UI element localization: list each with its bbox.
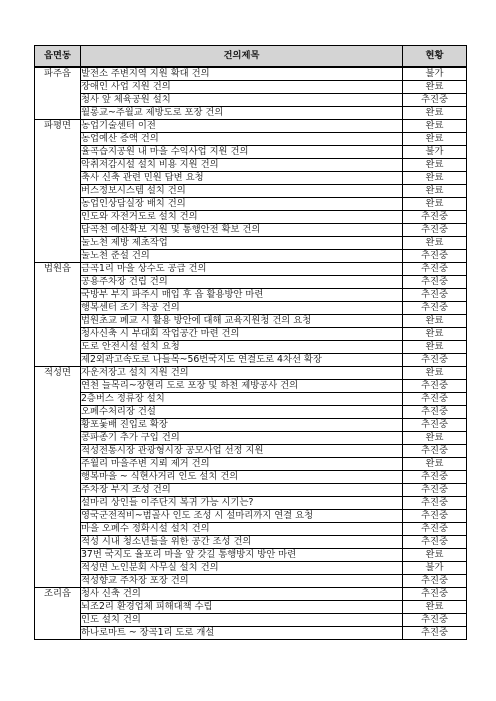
proposal-title: 37번 국지도 율포리 마을 앞 갓길 통행방지 방안 마련 [81, 549, 403, 562]
header-title: 건의제목 [81, 46, 403, 68]
table-row [35, 562, 467, 575]
table-row [35, 211, 467, 224]
proposal-status: 불가 [403, 67, 467, 81]
proposal-title: 공용주차장 건립 건의 [81, 276, 403, 289]
header-area: 읍면동 [35, 46, 81, 68]
proposal-status: 추진중 [403, 510, 467, 523]
table-row [35, 224, 467, 237]
proposal-title: 청사 신축 건의 [81, 588, 403, 601]
proposal-status: 완료 [403, 367, 467, 380]
table-row [35, 523, 467, 536]
proposal-title: 행복센터 조기 착공 건의 [81, 302, 403, 315]
proposal-status: 완료 [403, 341, 467, 354]
table-row [35, 510, 467, 523]
table-row [35, 107, 467, 120]
table-body [35, 67, 467, 640]
table-row [35, 172, 467, 185]
header-status: 현황 [403, 46, 467, 68]
proposal-title: 설마리 상인들 이주단지 복귀 가능 시기는? [81, 497, 403, 510]
table-row [35, 354, 467, 367]
proposal-status: 완료 [403, 159, 467, 172]
proposal-status: 추진중 [403, 588, 467, 601]
table-row [35, 133, 467, 146]
table-row [35, 484, 467, 497]
proposal-title: 장애인 사업 지원 건의 [81, 81, 403, 94]
proposal-status: 완료 [403, 133, 467, 146]
table-row [35, 549, 467, 562]
proposal-status: 추진중 [403, 94, 467, 107]
proposal-title: 눌노천 제방 제초작업 [81, 237, 403, 250]
proposal-title: 적성면 노인분회 사무실 설치 건의 [81, 562, 403, 575]
area-name: 파평면 [35, 120, 81, 263]
table-header-row [35, 46, 467, 68]
table-row [35, 419, 467, 432]
proposal-title: 법원초교 폐교 시 활용 방안에 대해 교육지원청 건의 요청 [81, 315, 403, 328]
proposal-status: 추진중 [403, 211, 467, 224]
proposal-title: 주월리 마을주변 지뢰 제거 건의 [81, 458, 403, 471]
proposal-status: 추진중 [403, 354, 467, 367]
proposal-title: 제2외곽고속도로 나들목~56번국지도 연결도로 4차선 확장 [81, 354, 403, 367]
proposal-title: 인도 설치 건의 [81, 614, 403, 627]
proposal-status: 추진중 [403, 575, 467, 588]
table-row [35, 614, 467, 627]
proposal-status: 추진중 [403, 406, 467, 419]
table-row [35, 94, 467, 107]
proposal-status: 완료 [403, 172, 467, 185]
area-name: 파주읍 [35, 67, 81, 120]
proposal-status: 완료 [403, 185, 467, 198]
proposal-status: 완료 [403, 328, 467, 341]
proposal-status: 추진중 [403, 393, 467, 406]
proposal-status: 추진중 [403, 224, 467, 237]
proposal-title: 국방부 부지 파주시 매입 후 읍 활용방안 마련 [81, 289, 403, 302]
table-row [35, 497, 467, 510]
proposal-title: 율곡습지공원 내 마을 수익사업 지원 건의 [81, 146, 403, 159]
proposal-title: 오폐수처리장 건설 [81, 406, 403, 419]
proposal-status: 불가 [403, 146, 467, 159]
proposal-status: 완료 [403, 458, 467, 471]
proposal-title: 농업인상담실장 배치 건의 [81, 198, 403, 211]
area-name: 조리읍 [35, 588, 81, 640]
proposal-title: 주차장 부지 조성 건의 [81, 484, 403, 497]
proposal-title: 뇌조2리 환경업체 피해대책 수립 [81, 601, 403, 614]
proposal-status: 완료 [403, 549, 467, 562]
table-row [35, 471, 467, 484]
table-row [35, 263, 467, 276]
table-row [35, 380, 467, 393]
proposal-status: 완료 [403, 107, 467, 120]
proposal-title: 도로 안전시설 설치 요청 [81, 341, 403, 354]
table-row [35, 588, 467, 601]
table-row [35, 315, 467, 328]
table-row [35, 237, 467, 250]
table-row [35, 627, 467, 640]
proposal-title: 적성전통시장 관광형시장 공모사업 선정 지원 [81, 445, 403, 458]
proposal-status: 추진중 [403, 276, 467, 289]
proposal-status: 완료 [403, 601, 467, 614]
proposal-status: 추진중 [403, 380, 467, 393]
proposal-status: 완료 [403, 120, 467, 133]
proposal-title: 월롱교~주월교 제방도로 포장 건의 [81, 107, 403, 120]
table-row [35, 146, 467, 159]
table-row [35, 601, 467, 614]
proposal-title: 청사 앞 체육공원 설치 [81, 94, 403, 107]
proposal-title: 행복마을 ~ 식현사거리 인도 설치 건의 [81, 471, 403, 484]
proposal-status: 완료 [403, 237, 467, 250]
table-row [35, 120, 467, 133]
area-name: 적성면 [35, 367, 81, 588]
proposal-status: 추진중 [403, 484, 467, 497]
table-row [35, 536, 467, 549]
table-row [35, 341, 467, 354]
proposal-status: 추진중 [403, 497, 467, 510]
table-row [35, 276, 467, 289]
table-row [35, 159, 467, 172]
proposal-status: 추진중 [403, 523, 467, 536]
proposal-title: 악취저감시설 설치 비용 지원 건의 [81, 159, 403, 172]
proposal-title: 자운저장고 설치 지원 건의 [81, 367, 403, 380]
proposal-status: 추진중 [403, 471, 467, 484]
proposal-status: 추진중 [403, 536, 467, 549]
proposal-title: 마을 오폐수 정화시설 설치 건의 [81, 523, 403, 536]
proposal-status: 완료 [403, 198, 467, 211]
proposal-title: 발전소 주변지역 지원 확대 건의 [81, 67, 403, 81]
proposal-status: 추진중 [403, 289, 467, 302]
proposal-title: 적성 시내 청소년들을 위한 공간 조성 건의 [81, 536, 403, 549]
proposal-status: 완료 [403, 315, 467, 328]
proposal-title: 2층버스 정류장 설치 [81, 393, 403, 406]
table-row [35, 458, 467, 471]
proposal-status: 추진중 [403, 263, 467, 276]
proposal-title: 인도와 자전거도로 설치 건의 [81, 211, 403, 224]
table-row [35, 328, 467, 341]
table-row [35, 432, 467, 445]
proposal-status: 추진중 [403, 445, 467, 458]
proposal-status-table [34, 45, 467, 640]
proposal-title: 금곡1리 마을 상수도 공급 건의 [81, 263, 403, 276]
proposal-title: 적성향교 주차장 포장 건의 [81, 575, 403, 588]
proposal-title: 농업기술센터 이전 [81, 120, 403, 133]
area-name: 법원읍 [35, 263, 81, 367]
table-row [35, 575, 467, 588]
proposal-title: 콩파종기 추가 구입 건의 [81, 432, 403, 445]
table-row [35, 250, 467, 263]
proposal-status: 추진중 [403, 627, 467, 640]
proposal-title: 눌노천 준설 건의 [81, 250, 403, 263]
proposal-title: 연천 늘목리~장현리 도로 포장 및 하천 제방공사 건의 [81, 380, 403, 393]
proposal-title: 청사신축 시 부대회 작업공간 마련 건의 [81, 328, 403, 341]
table-row [35, 289, 467, 302]
proposal-status: 완료 [403, 432, 467, 445]
proposal-status: 추진중 [403, 250, 467, 263]
table-row [35, 445, 467, 458]
table-row [35, 367, 467, 380]
table-row [35, 67, 467, 81]
table-row [35, 302, 467, 315]
proposal-status: 완료 [403, 81, 467, 94]
table-row [35, 393, 467, 406]
proposal-status: 추진중 [403, 419, 467, 432]
proposal-status: 불가 [403, 562, 467, 575]
proposal-status: 추진중 [403, 302, 467, 315]
proposal-title: 하나로마트 ~ 장곡1리 도로 개설 [81, 627, 403, 640]
table-row [35, 81, 467, 94]
table-row [35, 185, 467, 198]
proposal-status: 추진중 [403, 614, 467, 627]
proposal-title: 버스정보시스템 설치 건의 [81, 185, 403, 198]
proposal-title: 농업예산 증액 건의 [81, 133, 403, 146]
table-row [35, 406, 467, 419]
proposal-title: 축사 신축 관련 민원 답변 요청 [81, 172, 403, 185]
proposal-title: 황포돛배 진입로 확장 [81, 419, 403, 432]
proposal-title: 영국군전적비~범골사 인도 조성 시 설마리까지 연결 요청 [81, 510, 403, 523]
table-row [35, 198, 467, 211]
proposal-title: 답곡천 예산확보 지원 및 통행안전 확보 건의 [81, 224, 403, 237]
